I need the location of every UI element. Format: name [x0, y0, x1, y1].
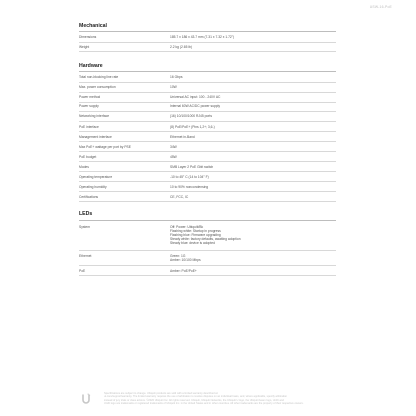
row-divider [79, 82, 336, 83]
spec-value: 10W [170, 85, 177, 89]
spec-value-list [170, 225, 241, 245]
spec-value-list [170, 269, 197, 273]
spec-label: PoE [79, 268, 86, 273]
led-line: Amber: PoE/PoE+ [170, 268, 197, 273]
led-line: Steady blue: device is adopted [170, 241, 215, 246]
spec-value: 34W [170, 144, 177, 149]
spec-value: Ethernet in-Band [170, 134, 195, 139]
spec-label: Max. power consumption [79, 85, 116, 89]
legal-line: ui.com/support/warranty. The limited warranty requires the use of arbitration to resolve disputes on an individual basis, and, where applicable, specify arbitration [104, 395, 288, 399]
spec-label: Weight [79, 44, 90, 49]
row-divider [79, 250, 336, 251]
section-divider [79, 31, 336, 32]
spec-label: Networking interface [79, 114, 110, 118]
spec-label: Certifications [79, 194, 99, 199]
row-divider [79, 141, 336, 142]
row-divider [79, 151, 336, 152]
section-title-mechanical: Mechanical [79, 23, 107, 29]
led-line: Steady white: factory defaults, awaiting adoption [170, 237, 241, 242]
section-divider [79, 71, 336, 72]
row-divider [79, 102, 336, 103]
row-divider [79, 51, 336, 52]
spec-label: Operating temperature [79, 174, 113, 179]
row-divider [79, 191, 336, 192]
spec-value: -10 to 45° C (14 to 104° F) [170, 174, 209, 179]
spec-label: System [79, 225, 90, 229]
row-divider [79, 265, 336, 266]
section-title-hardware: Hardware [79, 63, 103, 69]
spec-value: Universal AC input: 100 - 240V AC [170, 95, 221, 99]
row-divider [79, 121, 336, 122]
row-divider [79, 171, 336, 172]
spec-value: 16 Gbps [170, 74, 183, 79]
led-line: Green: 1G [170, 253, 186, 258]
model-name: USW-16-PoE [369, 5, 392, 9]
spec-value: 10 to 90% noncondensing [170, 184, 209, 189]
spec-value: Internal 60W AC/DC power supply [170, 104, 221, 108]
row-divider [79, 161, 336, 162]
spec-label: Power supply [79, 104, 99, 108]
led-line: Flashing blue: Firmware upgrading [170, 233, 221, 238]
row-divider [79, 111, 336, 112]
spec-value: 2.2 kg (2.65 lb) [170, 44, 192, 49]
legal-line: instead of jury trials or class actions. ©2020 Ubiquiti Inc. All rights reserved. Ubiquiti, Ubiquiti Networks, the Ubiquiti U logo, the Ubiquiti beam logo, UniFi and [104, 398, 284, 402]
spec-value: 185.7 x 186 x 43.7 mm (7.31 x 7.32 x 1.72") [170, 35, 235, 39]
row-divider [79, 42, 336, 43]
section-divider [79, 220, 336, 221]
row-divider [79, 131, 336, 132]
legal-line: UniFi logo are trademarks or registered trademarks of Ubiquiti Inc. in the United States and in other countries. All other trademarks are the property of their respective owners. [104, 402, 304, 406]
spec-value: SMB Layer 2 PoE Gbit switch [170, 164, 214, 169]
spec-label: PoE budget [79, 154, 97, 159]
ubiquiti-u-logo-icon [80, 393, 92, 405]
led-line: Off: Power: Ubiquiti/Bk [170, 225, 204, 229]
row-divider [79, 201, 336, 202]
legal-line: Specifications are subject to change. Ubiquiti products are sold with a limited warranty described at: [104, 392, 219, 395]
spec-label: PoE interface [79, 124, 99, 129]
spec-label: Ethernet [79, 253, 92, 258]
row-divider [79, 275, 336, 276]
spec-value: (16) 10/100/1000 RJ45 ports [170, 114, 212, 118]
spec-label: Dimensions [79, 35, 97, 39]
led-line: Flashing white: Startup in progress [170, 229, 221, 234]
spec-label: Max PoE+ wattage per port by PSE [79, 144, 131, 149]
spec-value-list [170, 254, 201, 262]
spec-label: Operating humidity [79, 184, 107, 189]
legal-disclaimer [104, 392, 334, 406]
spec-value: 45W [170, 154, 177, 159]
spec-value: CE, FCC, IC [170, 194, 189, 199]
spec-label: Management interface [79, 134, 112, 139]
section-title-leds: LEDs [79, 211, 93, 217]
led-line: Amber: 10/100 Mbps [170, 257, 201, 262]
spec-value: (8) PoE/PoE+ (Pins 1,2+; 3,6-) [170, 124, 215, 129]
spec-label: Modes [79, 164, 89, 169]
row-divider [79, 181, 336, 182]
row-divider [79, 92, 336, 93]
spec-label: Power method [79, 95, 101, 99]
spec-label: Total non-blocking line rate [79, 74, 119, 79]
